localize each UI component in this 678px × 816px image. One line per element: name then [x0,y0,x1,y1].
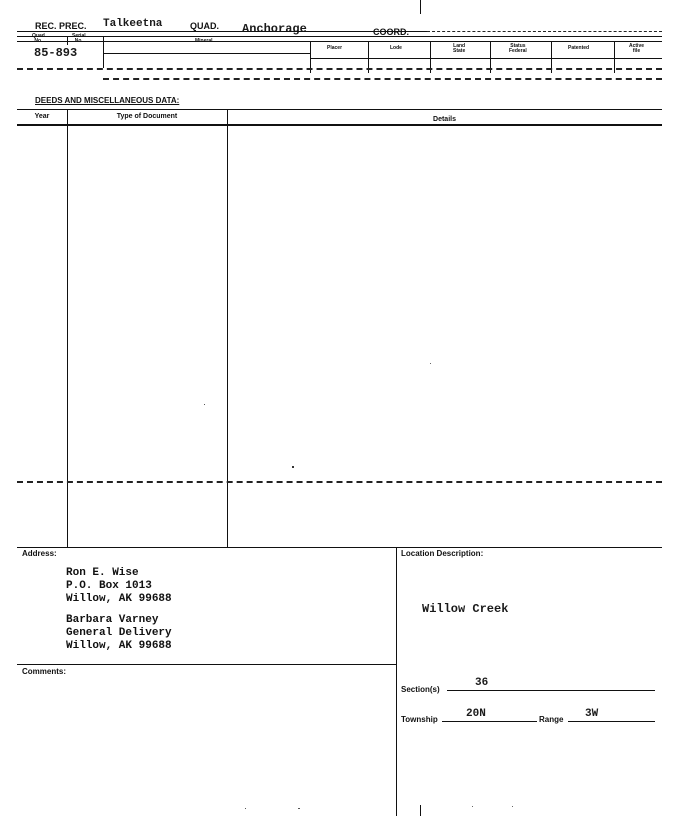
speck [512,806,513,807]
col-patented: Patented [568,45,590,51]
col-status-federal: Status Federal [509,43,527,54]
bottom-top-rule [17,547,662,548]
township-value: 20N [466,708,486,720]
scan-mark [420,805,421,816]
deeds-header-rule [17,124,662,126]
speck [292,466,294,468]
section-label: Section(s) [401,685,440,694]
header-bottom-dashed [17,68,662,70]
coord-label: COORD. [373,27,409,37]
quad-value: Anchorage [242,22,307,36]
deeds-title: DEEDS AND MISCELLANEOUS DATA: [35,96,180,105]
status-underline [310,58,662,59]
col-lode: Lode [390,45,402,51]
range-label: Range [539,715,564,724]
header-bottom-dashed-2 [103,78,662,80]
location-value: Willow Creek [422,602,509,616]
section-underline [447,690,655,691]
address-2-line-1: Barbara Varney [66,614,159,626]
speck [298,808,300,809]
address-1-line-2: P.O. Box 1013 [66,580,152,592]
speck [430,363,431,364]
speck [245,808,246,809]
speck [472,806,473,807]
section-value: 36 [475,677,489,689]
col-placer: Placer [327,45,343,51]
col-serial-no: Serial No. [72,33,86,44]
address-2-line-2: General Delivery [66,627,172,639]
bottom-col-sep [396,548,397,816]
col-land-state: Land State [453,43,466,54]
address-1-line-3: Willow, AK 99688 [66,593,172,605]
header-rule-1 [17,31,427,32]
township-underline [442,721,537,722]
township-label: Township [401,715,438,724]
hdr-sep [103,36,104,68]
col-year: Year [34,113,50,120]
deeds-dashed-rule [17,481,662,483]
address-1-line-1: Ron E. Wise [66,567,139,579]
header-rule-2 [17,36,662,37]
rec-prec-value: Talkeetna [103,18,163,30]
hdr-sep [67,36,68,45]
address-label: Address: [22,549,57,558]
range-underline [568,721,655,722]
address-block-2 [66,614,172,653]
serial-value: 85-893 [34,46,78,60]
comments-label: Comments: [22,667,67,676]
range-value: 3W [585,708,599,720]
rec-prec-label: REC. PREC. [35,21,87,31]
address-block-1 [66,567,172,606]
col-type-of-document: Type of Document [116,113,178,120]
address-2-line-3: Willow, AK 99688 [66,640,172,652]
header-rule-1-dashed [427,31,662,32]
scan-mark [420,0,421,14]
col-quad-no: Quad No. [32,33,45,44]
col-details: Details [433,116,456,123]
quad-label: QUAD. [190,21,219,31]
mineral-underline [103,53,310,54]
col-active-file: Active file [629,43,645,54]
location-label: Location Description: [401,549,484,558]
speck [204,404,205,405]
comments-rule [17,664,396,665]
col-mineral: Mineral [195,38,213,44]
deeds-top-rule [17,109,662,110]
